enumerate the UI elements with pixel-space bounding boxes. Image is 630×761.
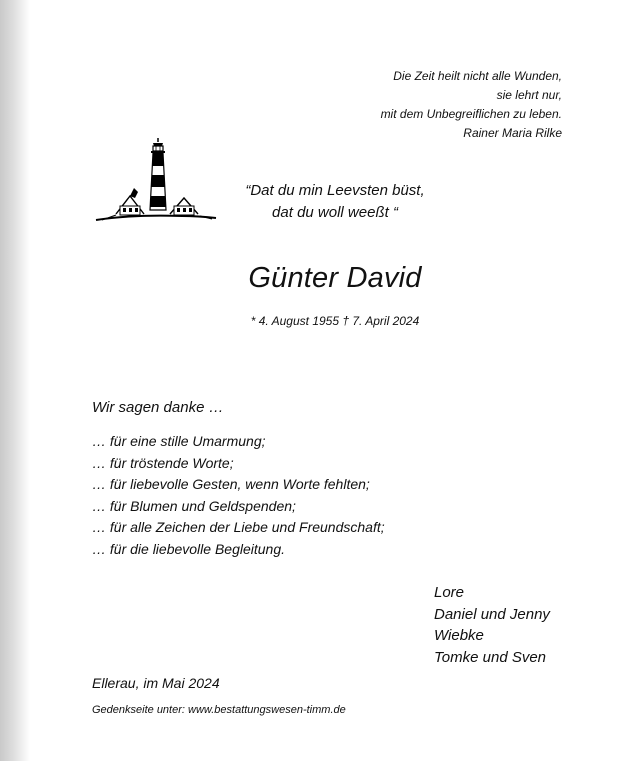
epigraph-author: Rainer Maria Rilke xyxy=(463,126,562,140)
list-item: … für Blumen und Geldspenden; xyxy=(92,497,296,514)
signature: Daniel und Jenny xyxy=(434,605,550,623)
signature: Wiebke xyxy=(434,627,484,644)
list-item: … für die liebevolle Begleitung. xyxy=(92,540,286,557)
thanks-title: Wir sagen danke … xyxy=(92,399,224,416)
signature: Tomke und Sven xyxy=(434,648,547,666)
quote-line: “Dat du min Leevsten büst, xyxy=(245,182,425,199)
list-item: … für liebevolle Gesten, wenn Worte fehlten; xyxy=(92,476,370,493)
list-item: … für tröstende Worte; xyxy=(92,454,234,471)
epigraph-line: sie lehrt nur, xyxy=(496,88,562,102)
list-item: … für eine stille Umarmung; xyxy=(92,433,266,449)
thanks-list xyxy=(92,431,385,561)
low-german-quote xyxy=(220,180,450,224)
life-dates: * 4. August 1955 † 7. April 2024 xyxy=(250,314,420,328)
epigraph xyxy=(302,67,562,143)
memorial-page-link: Gedenkseite unter: www.bestattungswesen-timm.de xyxy=(92,704,346,716)
list-item: … für alle Zeichen der Liebe und Freundschaft; xyxy=(92,519,385,536)
deceased-name: Günter David xyxy=(248,262,422,294)
epigraph-line: mit dem Unbegreiflichen zu leben. xyxy=(380,107,562,121)
place-date: Ellerau, im Mai 2024 xyxy=(92,675,220,691)
quote-line: dat du woll weeßt “ xyxy=(272,204,398,221)
signature: Lore xyxy=(434,584,465,601)
epigraph-line: Die Zeit heilt nicht alle Wunden, xyxy=(393,69,562,83)
signatures xyxy=(434,582,550,668)
lighthouse-icon xyxy=(92,136,220,228)
